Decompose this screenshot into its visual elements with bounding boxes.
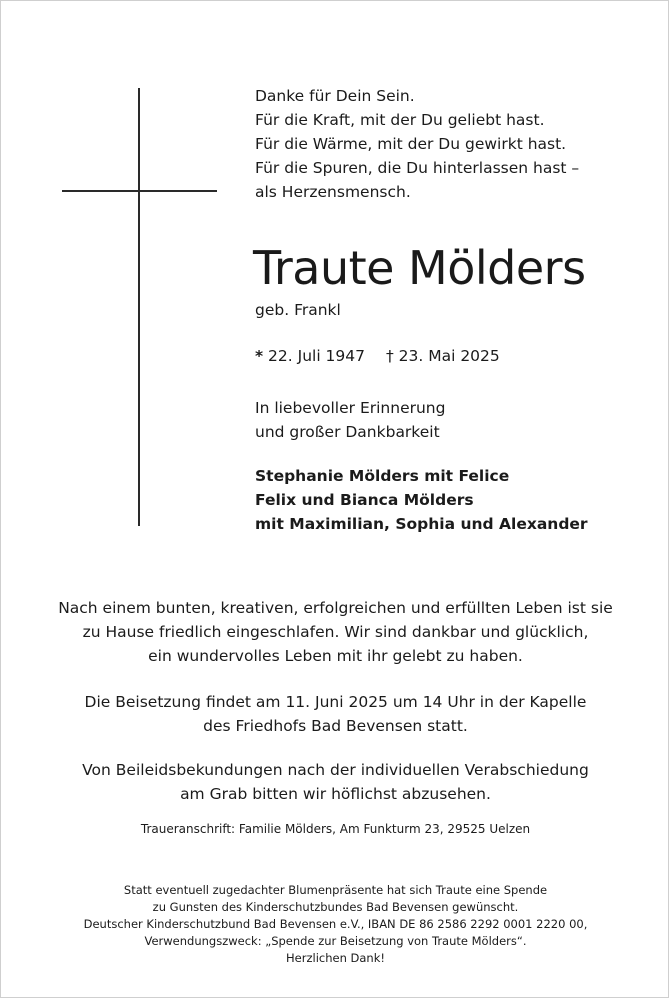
memory-line: In liebevoller Erinnerung <box>255 399 446 417</box>
address-line: Traueranschrift: Familie Mölders, Am Funkturm 23, 29525 Uelzen <box>140 822 531 836</box>
cross-icon-horizontal-bar <box>62 190 217 192</box>
paragraph-line: Von Beileidsbekundungen nach der individuellen Verabschiedung <box>82 761 589 779</box>
life-dates <box>255 344 500 368</box>
paragraph-line: Nach einem bunten, kreativen, erfolgreichen und erfüllten Leben ist sie <box>58 599 613 617</box>
family-line: mit Maximilian, Sophia und Alexander <box>255 515 588 533</box>
note-line: Herzlichen Dank! <box>286 951 385 965</box>
death-symbol: † <box>385 347 394 365</box>
paragraph-line: am Grab bitten wir höflichst abzusehen. <box>180 785 491 803</box>
family-line: Stephanie Mölders mit Felice <box>255 467 510 485</box>
maiden-name: geb. Frankl <box>255 301 341 319</box>
birth-symbol: * <box>255 347 264 365</box>
memory-line: und großer Dankbarkeit <box>255 423 440 441</box>
note-line: Statt eventuell zugedachter Blumenpräsente hat sich Traute eine Spende <box>123 883 548 897</box>
cross-icon-vertical-bar <box>138 88 140 526</box>
note-line: Deutscher Kinderschutzbund Bad Bevensen e.V., IBAN DE 86 2586 2292 0001 2220 00, <box>83 917 588 931</box>
donation-note <box>0 882 671 967</box>
poem-line: Für die Spuren, die Du hinterlassen hast – <box>255 159 580 177</box>
paragraph-line: ein wundervolles Leben mit ihr gelebt zu haben. <box>148 647 523 665</box>
memory-text <box>255 396 445 444</box>
poem-line: Danke für Dein Sein. <box>255 87 415 105</box>
family-line: Felix und Bianca Mölders <box>255 491 474 509</box>
note-line: zu Gunsten des Kinderschutzbundes Bad Bevensen gewünscht. <box>152 900 519 914</box>
paragraph-line: des Friedhofs Bad Bevensen statt. <box>203 717 468 735</box>
funeral-paragraph <box>0 690 671 738</box>
life-paragraph <box>0 596 671 668</box>
poem-line: als Herzensmensch. <box>255 183 411 201</box>
birth-date: 22. Juli 1947 <box>268 347 366 365</box>
note-line: Verwendungszweck: „Spende zur Beisetzung von Traute Mölders“. <box>144 934 527 948</box>
family-names <box>255 464 588 536</box>
death-date: 23. Mai 2025 <box>398 347 500 365</box>
poem-line: Für die Kraft, mit der Du geliebt hast. <box>255 111 545 129</box>
paragraph-line: Die Beisetzung findet am 11. Juni 2025 um 14 Uhr in der Kapelle <box>84 693 587 711</box>
poem-line: Für die Wärme, mit der Du gewirkt hast. <box>255 135 567 153</box>
deceased-name: Traute Mölders <box>253 241 586 295</box>
paragraph-line: zu Hause friedlich eingeschlafen. Wir sind dankbar und glücklich, <box>82 623 589 641</box>
poem <box>255 84 579 204</box>
condolence-paragraph <box>0 758 671 806</box>
mourning-address <box>0 820 671 838</box>
